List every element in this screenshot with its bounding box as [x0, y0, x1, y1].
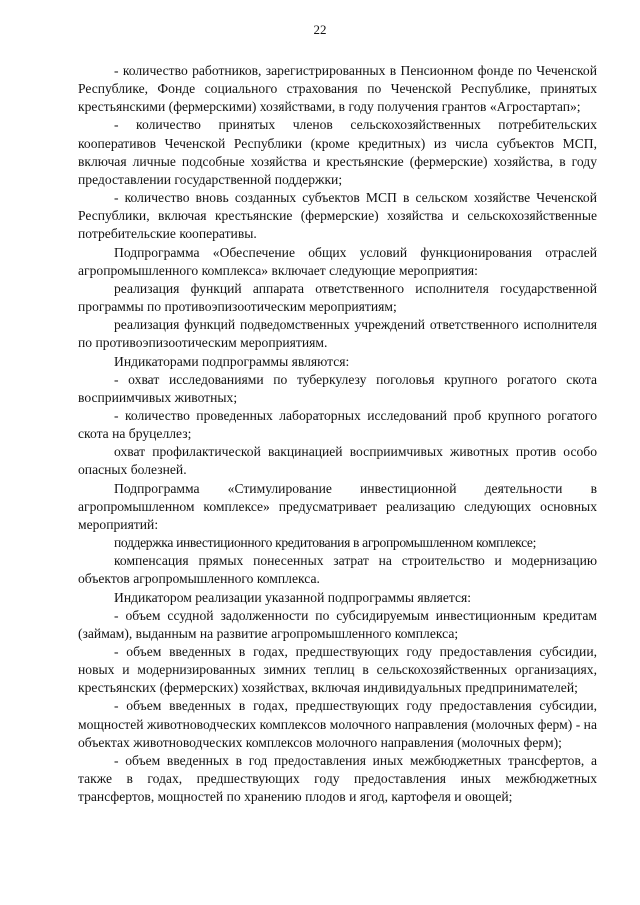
paragraph: Подпрограмма «Обеспечение общих условий функционирования отраслей агропромышленного комплекса» включает следующие мероприятия: — [78, 244, 597, 278]
paragraph: поддержка инвестиционного кредитования в агропромышленном комплексе; — [114, 535, 537, 551]
page-number: 22 — [313, 22, 327, 37]
paragraph: реализация функций подведомственных учреждений ответственного исполнителя по противоэпизоотическим мероприятиям. — [78, 317, 597, 351]
document-body — [78, 62, 597, 806]
paragraph: - объем введенных в год предоставления иных межбюджетных трансфертов, а также в годах, предшествующих году предоставления иных межбюджетных трансфертов, мощностей по хранению плодов и ягод, картофеля и овощей; — [78, 752, 597, 805]
paragraph: - количество вновь созданных субъектов МСП в сельском хозяйстве Чеченской Республики, включая крестьянские (фермерские) хозяйства и сельскохозяйственные потребительские кооперативы. — [78, 190, 597, 242]
paragraph: - объем введенных в годах, предшествующих году предоставления субсидии, новых и модернизированных зимних теплиц в сельскохозяйственных организациях, крестьянских (фермерских) хозяйствах, включая индивидуальных предпринимателей; — [78, 644, 597, 696]
paragraph: реализация функций аппарата ответственного исполнителя государственной программы по противоэпизоотическим мероприятиям; — [78, 280, 597, 315]
paragraph: - объем ссудной задолженности по субсидируемым инвестиционным кредитам (займам), выданным на развитие агропромышленного комплекса; — [78, 607, 597, 641]
paragraph: Индикатором реализации указанной подпрограммы является: — [114, 589, 472, 605]
paragraph: Индикаторами подпрограммы являются: — [114, 353, 350, 369]
paragraph: - количество проведенных лабораторных исследований проб крупного рогатого скота на бруцеллез; — [78, 407, 597, 442]
paragraph: охват профилактической вакцинацией восприимчивых животных против особо опасных болезней. — [78, 444, 597, 478]
paragraph: - объем введенных в годах, предшествующих году предоставления субсидии, мощностей животноводческих комплексов молочного направления (молочных ферм) - на объектах животноводческих комплексов молочного направления (молочных ферм); — [78, 698, 597, 750]
paragraph: Подпрограмма «Стимулирование инвестиционной деятельности в агропромышленном комплексе» предусматривает реализацию следующих основных мероприятий: — [78, 480, 597, 532]
paragraph: - количество принятых членов сельскохозяйственных потребительских кооперативов Чеченской Республики (кроме кредитных) из числа субъектов МСП, включая личные подсобные хозяйства и крестьянские (фермерские) хозяйства, в году предоставлении государственной поддержки; — [78, 117, 597, 187]
paragraph: - охват исследованиями по туберкулезу поголовья крупного рогатого скота восприимчивых животных; — [78, 371, 597, 405]
paragraph: компенсация прямых понесенных затрат на строительство и модернизацию объектов агропромышленного комплекса. — [78, 553, 597, 587]
paragraph: - количество работников, зарегистрированных в Пенсионном фонде по Чеченской Республике, Фонде социального страхования по Чеченской Республике, принятых крестьянскими (фермерскими) хозяйствами, в году получения грантов «Агростартап»; — [78, 63, 597, 115]
